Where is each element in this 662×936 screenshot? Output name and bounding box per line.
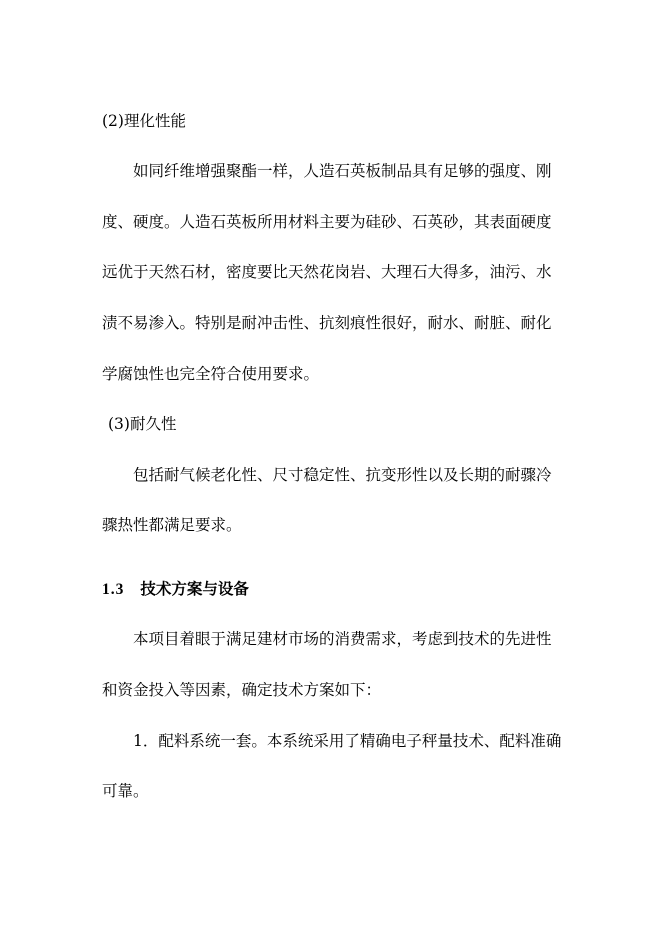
subheading-physicochemical: (2)理化性能 (102, 112, 186, 130)
subheading-durability: (3)耐久性 (108, 415, 177, 433)
paragraph-line: 骤热性都满足要求。 (102, 516, 242, 534)
section-number: 1.3 (102, 581, 125, 598)
paragraph-line: 渍不易渗入。特别是耐冲击性、抗刻痕性很好，耐水、耐脏、耐化 (102, 314, 552, 332)
paragraph-line: 度、硬度。人造石英板所用材料主要为硅砂、石英砂，其表面硬度 (102, 213, 552, 231)
paragraph-line: 本项目着眼于满足建材市场的消费需求，考虑到技术的先进性 (133, 630, 552, 648)
list-item-line: 1．配料系统一套。本系统采用了精确电子秤量技术、配料准确 (133, 732, 562, 750)
paragraph-line: 如同纤维增强聚酯一样，人造石英板制品具有足够的强度、刚 (133, 162, 552, 180)
paragraph-line: 包括耐气候老化性、尺寸稳定性、抗变形性以及长期的耐骤冷 (133, 466, 552, 484)
paragraph-line: 学腐蚀性也完全符合使用要求。 (102, 365, 320, 383)
list-item-line: 可靠。 (102, 782, 149, 800)
section-heading (102, 579, 249, 600)
section-title: 技术方案与设备 (140, 579, 249, 598)
paragraph-line: 和资金投入等因素，确定技术方案如下： (102, 681, 382, 699)
paragraph-line: 远优于天然石材，密度要比天然花岗岩、大理石大得多，油污、水 (102, 263, 552, 281)
